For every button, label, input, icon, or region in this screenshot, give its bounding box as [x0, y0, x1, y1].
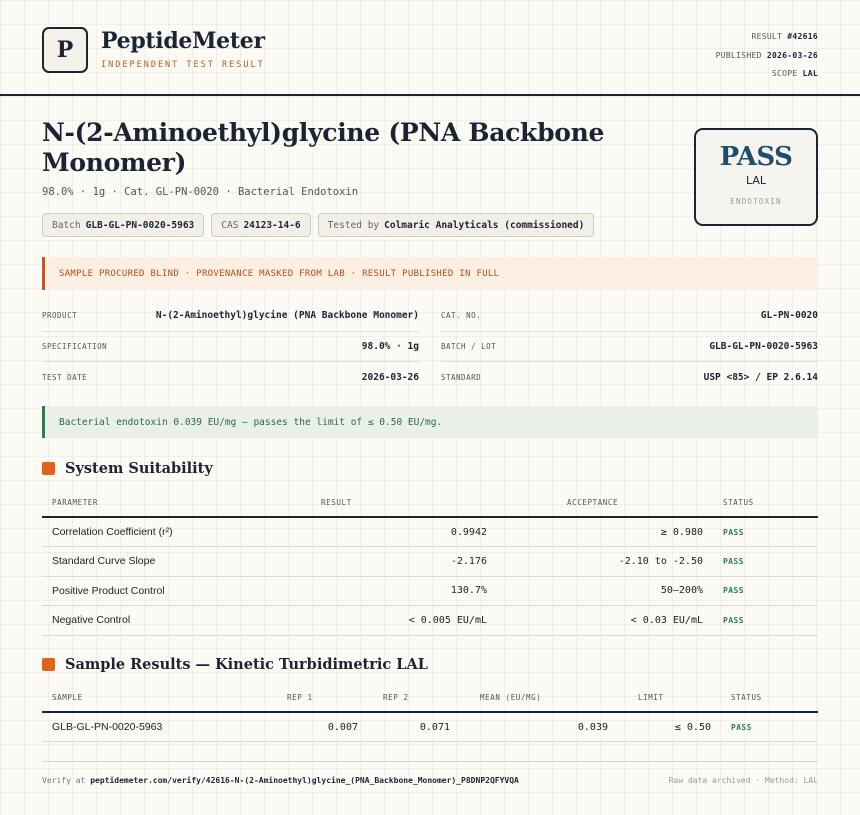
info-row: PRODUCT N-(2-Aminoethyl)glycine (PNA Backbone Monomer): [42, 301, 419, 332]
pass-stamp: [694, 128, 818, 226]
verify-line: Verify at peptidemeter.com/verify/42616-N-(2-Aminoethyl)glycine_(PNA_Backbone_Monomer)_P8DNP2QFYVQA: [42, 776, 519, 785]
table-row: Standard Curve Slope -2.176 -2.10 to -2.50 PASS: [42, 547, 818, 577]
stamp-method: LAL: [745, 174, 767, 187]
status-badge: PASS: [713, 576, 818, 606]
cas-chip: CAS 24123-14-6: [211, 213, 310, 237]
tested-by-chip: Tested by Colmaric Analyticals (commissioned): [318, 213, 595, 237]
result-id-line: RESULT #42616: [751, 32, 818, 41]
col-header: REP 2: [368, 683, 460, 712]
section-title: Sample Results — Kinetic Turbidimetric LAL: [65, 656, 428, 673]
col-header: PARAMETER: [42, 488, 311, 517]
product-title: N-(2-Aminoethyl)glycine (PNA Backbone Monomer): [42, 118, 605, 177]
info-grid-left: [42, 301, 419, 393]
suitability-heading: [42, 460, 213, 477]
stamp-test: ENDOTOXIN: [730, 197, 782, 206]
result-meta: [716, 28, 818, 84]
table-row: GLB-GL-PN-0020-5963 0.007 0.071 0.039 ≤ 0.50 PASS: [42, 712, 818, 742]
stamp-verdict: PASS: [719, 142, 793, 172]
info-row: TEST DATE 2026-03-26: [42, 371, 419, 383]
table-row: Negative Control < 0.005 EU/mL < 0.03 EU/mL PASS: [42, 606, 818, 636]
raw-data-note: Raw data archived · Method: LAL: [668, 776, 818, 785]
status-badge: PASS: [713, 606, 818, 636]
col-header: REP 1: [272, 683, 368, 712]
section-title: System Suitability: [65, 460, 213, 477]
col-header: LIMIT: [618, 683, 721, 712]
brand-name: PeptideMeter: [101, 28, 265, 54]
scope-line: SCOPE LAL: [771, 69, 818, 78]
batch-chip: Batch GLB-GL-PN-0020-5963: [42, 213, 204, 237]
status-badge: PASS: [713, 517, 818, 547]
verify-link[interactable]: peptidemeter.com/verify/42616-N-(2-Aminoethyl)glycine_(PNA_Backbone_Monomer)_P8DNP2QFYVQA: [90, 776, 519, 785]
scope-value: LAL: [802, 69, 818, 78]
section-square-icon: [42, 658, 55, 671]
status-badge: PASS: [713, 547, 818, 577]
samples-heading: [42, 656, 428, 673]
col-header: SAMPLE: [42, 683, 272, 712]
result-id: #42616: [787, 32, 818, 41]
table-row: Correlation Coefficient (r²) 0.9942 ≥ 0.980 PASS: [42, 517, 818, 547]
info-row: BATCH / LOT GLB-GL-PN-0020-5963: [441, 332, 818, 363]
product-subline: 98.0% · 1g · Cat. GL-PN-0020 · Bacterial Endotoxin: [42, 186, 359, 198]
logo-letter: P: [56, 37, 74, 63]
result-notice: Bacterial endotoxin 0.039 EU/mg — passes the limit of ≤ 0.50 EU/mg.: [42, 406, 818, 438]
info-row: STANDARD USP <85> / EP 2.6.14: [441, 371, 818, 383]
section-square-icon: [42, 462, 55, 475]
info-grid-right: [441, 301, 818, 393]
info-row: SPECIFICATION 98.0% · 1g: [42, 332, 419, 363]
suitability-table: [42, 488, 818, 636]
table-header-row: [42, 683, 818, 712]
col-header: STATUS: [713, 488, 818, 517]
status-badge: PASS: [721, 712, 818, 742]
published-line: PUBLISHED 2026-03-26: [715, 50, 818, 60]
footer-divider: [42, 761, 818, 762]
samples-table: [42, 683, 818, 742]
product-chips: [42, 213, 594, 237]
col-header: ACCEPTANCE: [497, 488, 713, 517]
procurement-banner: SAMPLE PROCURED BLIND · PROVENANCE MASKED FROM LAB · RESULT PUBLISHED IN FULL: [42, 257, 818, 290]
brand-logo: [42, 27, 88, 73]
col-header: RESULT: [311, 488, 497, 517]
info-row: CAT. NO. GL-PN-0020: [441, 301, 818, 332]
report-header: [0, 0, 860, 96]
col-header: MEAN (EU/MG): [460, 683, 618, 712]
brand-tagline: INDEPENDENT TEST RESULT: [101, 60, 265, 70]
table-header-row: [42, 488, 818, 517]
col-header: STATUS: [721, 683, 818, 712]
table-row: Positive Product Control 130.7% 50–200% PASS: [42, 576, 818, 606]
published-date: 2026-03-26: [766, 50, 818, 60]
